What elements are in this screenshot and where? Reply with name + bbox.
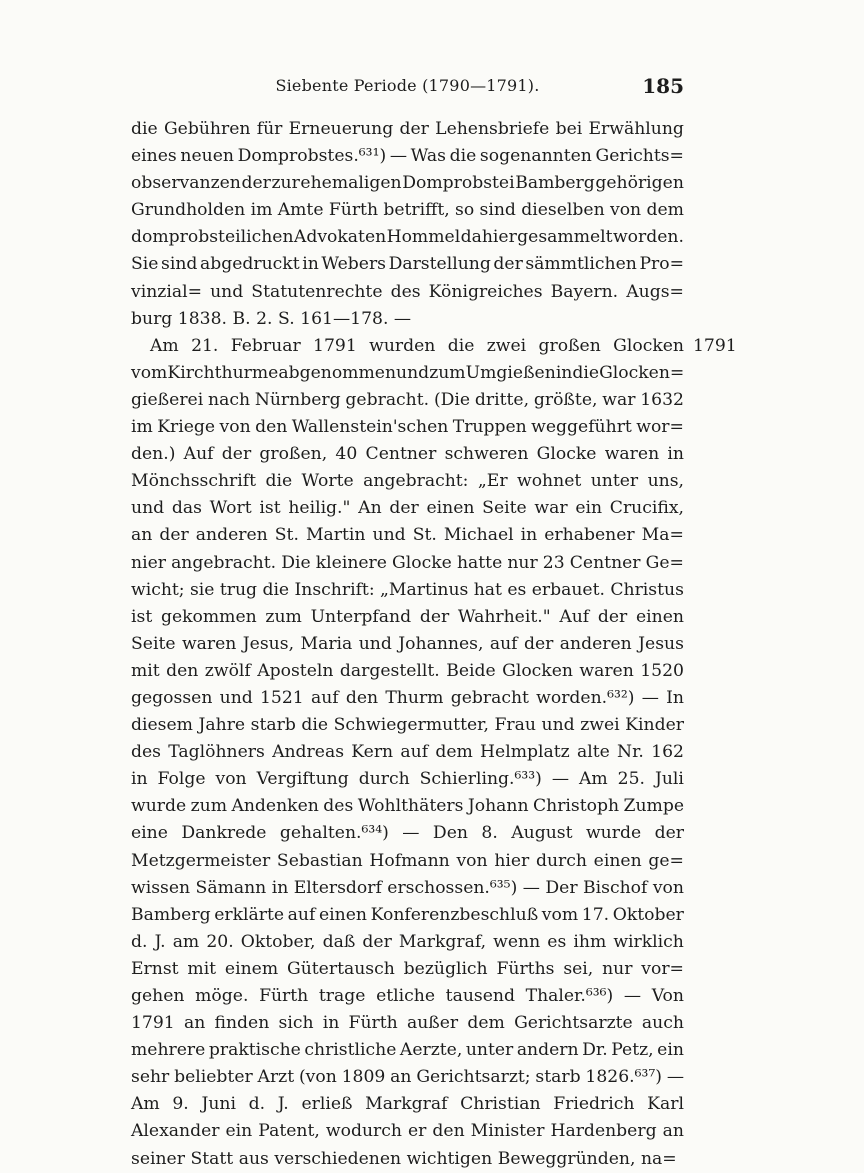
text-line: Alexander ein Patent, wodurch er den Minister Hardenberg an xyxy=(131,1121,684,1142)
text-line: wicht; sie trug die Inschrift: „Martinus hat es erbauet. Christus xyxy=(131,579,684,600)
text-line: und das Wort ist heilig." An der einen Seite war ein Crucifix, xyxy=(131,498,684,519)
text-line: sehr beliebter Arzt (von 1809 an Gerichtsarzt; starb 1826.⁶³⁷) — xyxy=(131,1067,684,1088)
running-title: Siebente Periode (1790—1791). xyxy=(275,76,540,95)
body-text xyxy=(131,116,737,1173)
text-line: domprobsteilichen Advokaten Hommel dahier gesammelt worden. xyxy=(131,227,684,248)
text-line: in Folge von Vergiftung durch Schierling.⁶³³) — Am 25. Juli xyxy=(131,769,684,790)
text-line: eines neuen Domprobstes.⁶³¹) — Was die sogenannten Gerichts= xyxy=(131,146,684,167)
text-line: diesem Jahre starb die Schwiegermutter, Frau und zwei Kinder xyxy=(131,715,684,736)
text-line: Bamberg erklärte auf einen Konferenzbeschluß vom 17. Oktober xyxy=(131,904,684,925)
text-line: an der anderen St. Martin und St. Michael in erhabener Ma= xyxy=(131,525,684,546)
text-line: die Gebühren für Erneuerung der Lehensbriefe bei Erwählung xyxy=(131,119,684,139)
text-line: wissen Sämann in Eltersdorf erschossen.⁶³⁵) — Der Bischof von xyxy=(131,877,684,898)
text-line: wurde zum Andenken des Wohlthäters Johann Christoph Zumpe xyxy=(131,796,684,817)
text-line: eine Dankrede gehalten.⁶³⁴) — Den 8. August wurde der xyxy=(131,823,684,844)
text-line: gießerei nach Nürnberg gebracht. (Die dritte, größte, war 1632 xyxy=(131,389,684,410)
text-line: vom Kirchthurme abgenommen und zum Umgießen in die Glocken= xyxy=(131,362,685,383)
text-line: gegossen und 1521 auf den Thurm gebracht worden.⁶³²) — In xyxy=(131,687,684,708)
text-line: 1791 an finden sich in Fürth außer dem Gerichtsarzte auch xyxy=(131,1013,684,1034)
page-header xyxy=(131,74,684,102)
text-line: Sie sind abgedruckt in Webers Darstellung der sämmtlichen Pro= xyxy=(131,254,684,275)
text-line: Metzgermeister Sebastian Hofmann von hier durch einen ge= xyxy=(131,850,684,871)
text-line: ist gekommen zum Unterpfand der Wahrheit." Auf der einen xyxy=(131,606,684,627)
text-line: den.) Auf der großen, 40 Centner schweren Glocke waren in xyxy=(131,444,684,465)
text-line: mit den zwölf Aposteln dargestellt. Beide Glocken waren 1520 xyxy=(131,660,684,681)
text-line: Grundholden im Amte Fürth betrifft, so sind dieselben von dem xyxy=(131,200,684,221)
text-line: Mönchsschrift die Worte angebracht: „Er wohnet unter uns, xyxy=(131,471,684,492)
text-line: Am 9. Juni d. J. erließ Markgraf Christian Friedrich Karl xyxy=(131,1094,684,1115)
margin-year-note: 1791 xyxy=(693,335,737,356)
text-line: d. J. am 20. Oktober, daß der Markgraf, wenn es ihm wirklich xyxy=(131,931,684,952)
text-line: vinzial= und Statutenrechte des Königreiches Bayern. Augs= xyxy=(131,281,684,302)
text-line: observanzen der zur ehemaligen Domprobstei Bamberg gehörigen xyxy=(131,173,684,194)
text-line: Ernst mit einem Gütertausch bezüglich Fürths sei, nur vor= xyxy=(131,958,684,979)
text-line: im Kriege von den Wallenstein'schen Truppen weggeführt wor= xyxy=(131,417,684,438)
text-line: nier angebracht. Die kleinere Glocke hatte nur 23 Centner Ge= xyxy=(131,552,684,573)
page-number: 185 xyxy=(642,74,684,98)
text-line: seiner Statt aus verschiedenen wichtigen Beweggründen, na= xyxy=(131,1148,677,1169)
text-line: des Taglöhners Andreas Kern auf dem Helmplatz alte Nr. 162 xyxy=(131,742,684,763)
text-line: gehen möge. Fürth trage etliche tausend Thaler.⁶³⁶) — Von xyxy=(131,986,684,1006)
text-line: burg 1838. B. 2. S. 161—178. — xyxy=(131,308,412,329)
text-line: mehrere praktische christliche Aerzte, unter andern Dr. Petz, ein xyxy=(131,1040,684,1061)
text-line: Am 21. Februar 1791 wurden die zwei großen Glocken 1791 xyxy=(131,333,684,360)
text-line: Seite waren Jesus, Maria und Johannes, auf der anderen Jesus xyxy=(131,633,684,654)
